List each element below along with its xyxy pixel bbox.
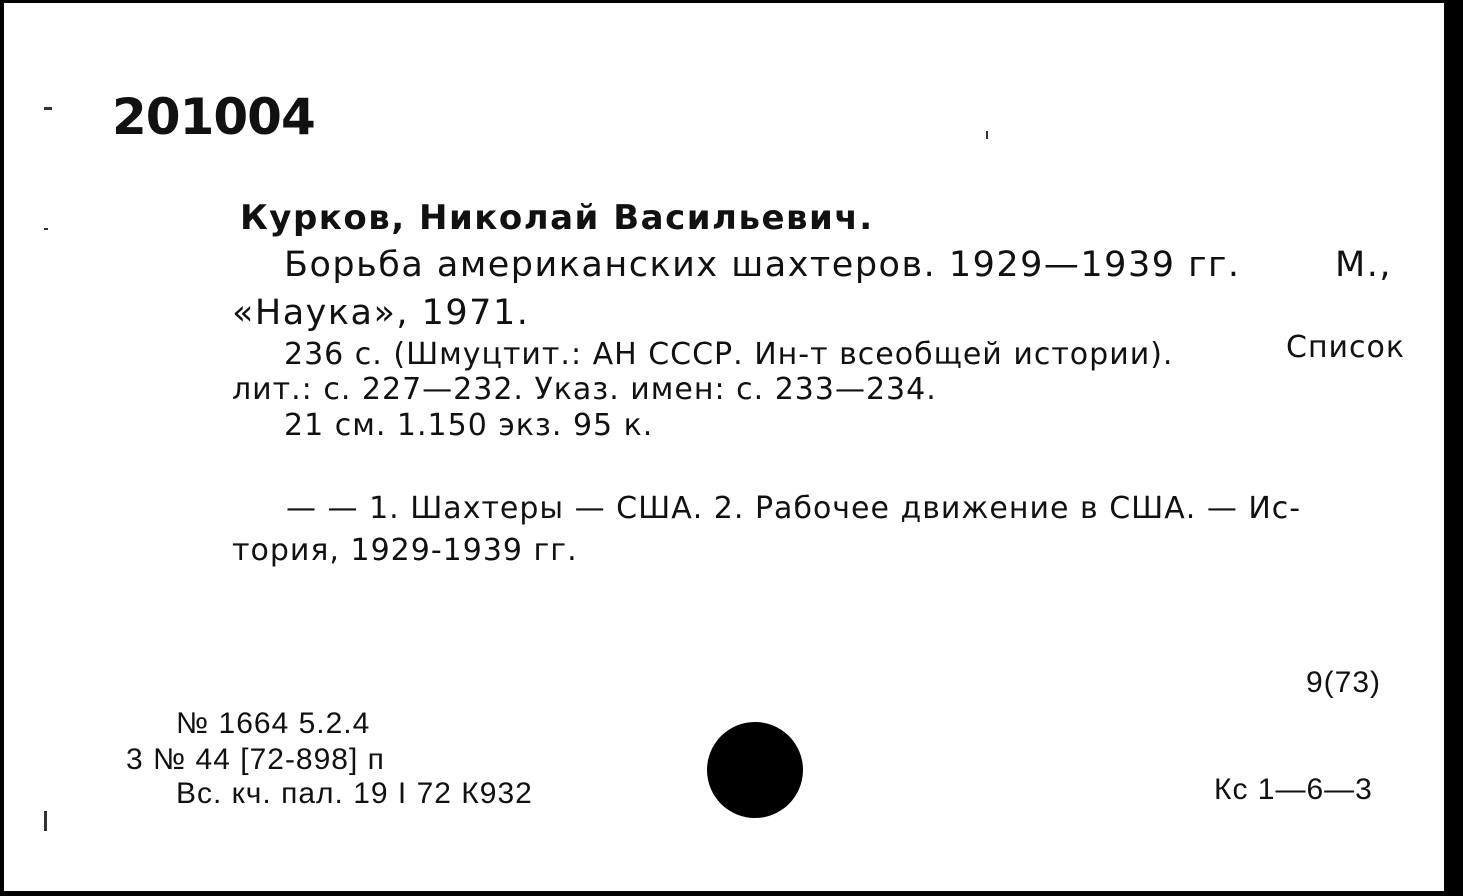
description-line-1: 236 с. (Шмуцтит.: АН СССР. Ин-т всеобщей истории). (284, 337, 1174, 372)
classification-index: 9(73) (1306, 666, 1382, 699)
title-line-1: Борьба американских шахтеров. 1929—1939 гг. (284, 245, 1241, 285)
publication-place: М., (1335, 245, 1392, 285)
scan-speck (986, 131, 988, 139)
scan-speck (44, 228, 48, 230)
scan-edge (1444, 0, 1463, 896)
description-line-3: 21 см. 1.150 экз. 95 к. (284, 408, 654, 443)
description-list-word: Список (1286, 330, 1406, 365)
description-line-2: лит.: с. 227—232. Указ. имен: с. 233—234. (232, 372, 937, 407)
footer-line-3: Вс. кч. пал. 19 I 72 К932 (176, 777, 533, 810)
title-line-2: «Наука», 1971. (232, 293, 530, 333)
inventory-number: 201004 (112, 88, 315, 146)
subjects-line-1: — — 1. Шахтеры — США. 2. Рабочее движение в США. — Ис- (286, 491, 1302, 526)
author-heading: Курков, Николай Васильевич. (240, 198, 874, 238)
subjects-line-2: тория, 1929-1939 гг. (232, 533, 578, 568)
punch-hole (707, 722, 803, 818)
footer-line-1: № 1664 5.2.4 (176, 707, 371, 740)
author-mark: Кс 1—6—3 (1214, 773, 1373, 806)
footer-line-2: 3 № 44 [72-898] п (126, 743, 385, 776)
scan-speck (44, 811, 47, 831)
catalog-card (4, 3, 1444, 891)
scan-speck (44, 107, 52, 110)
